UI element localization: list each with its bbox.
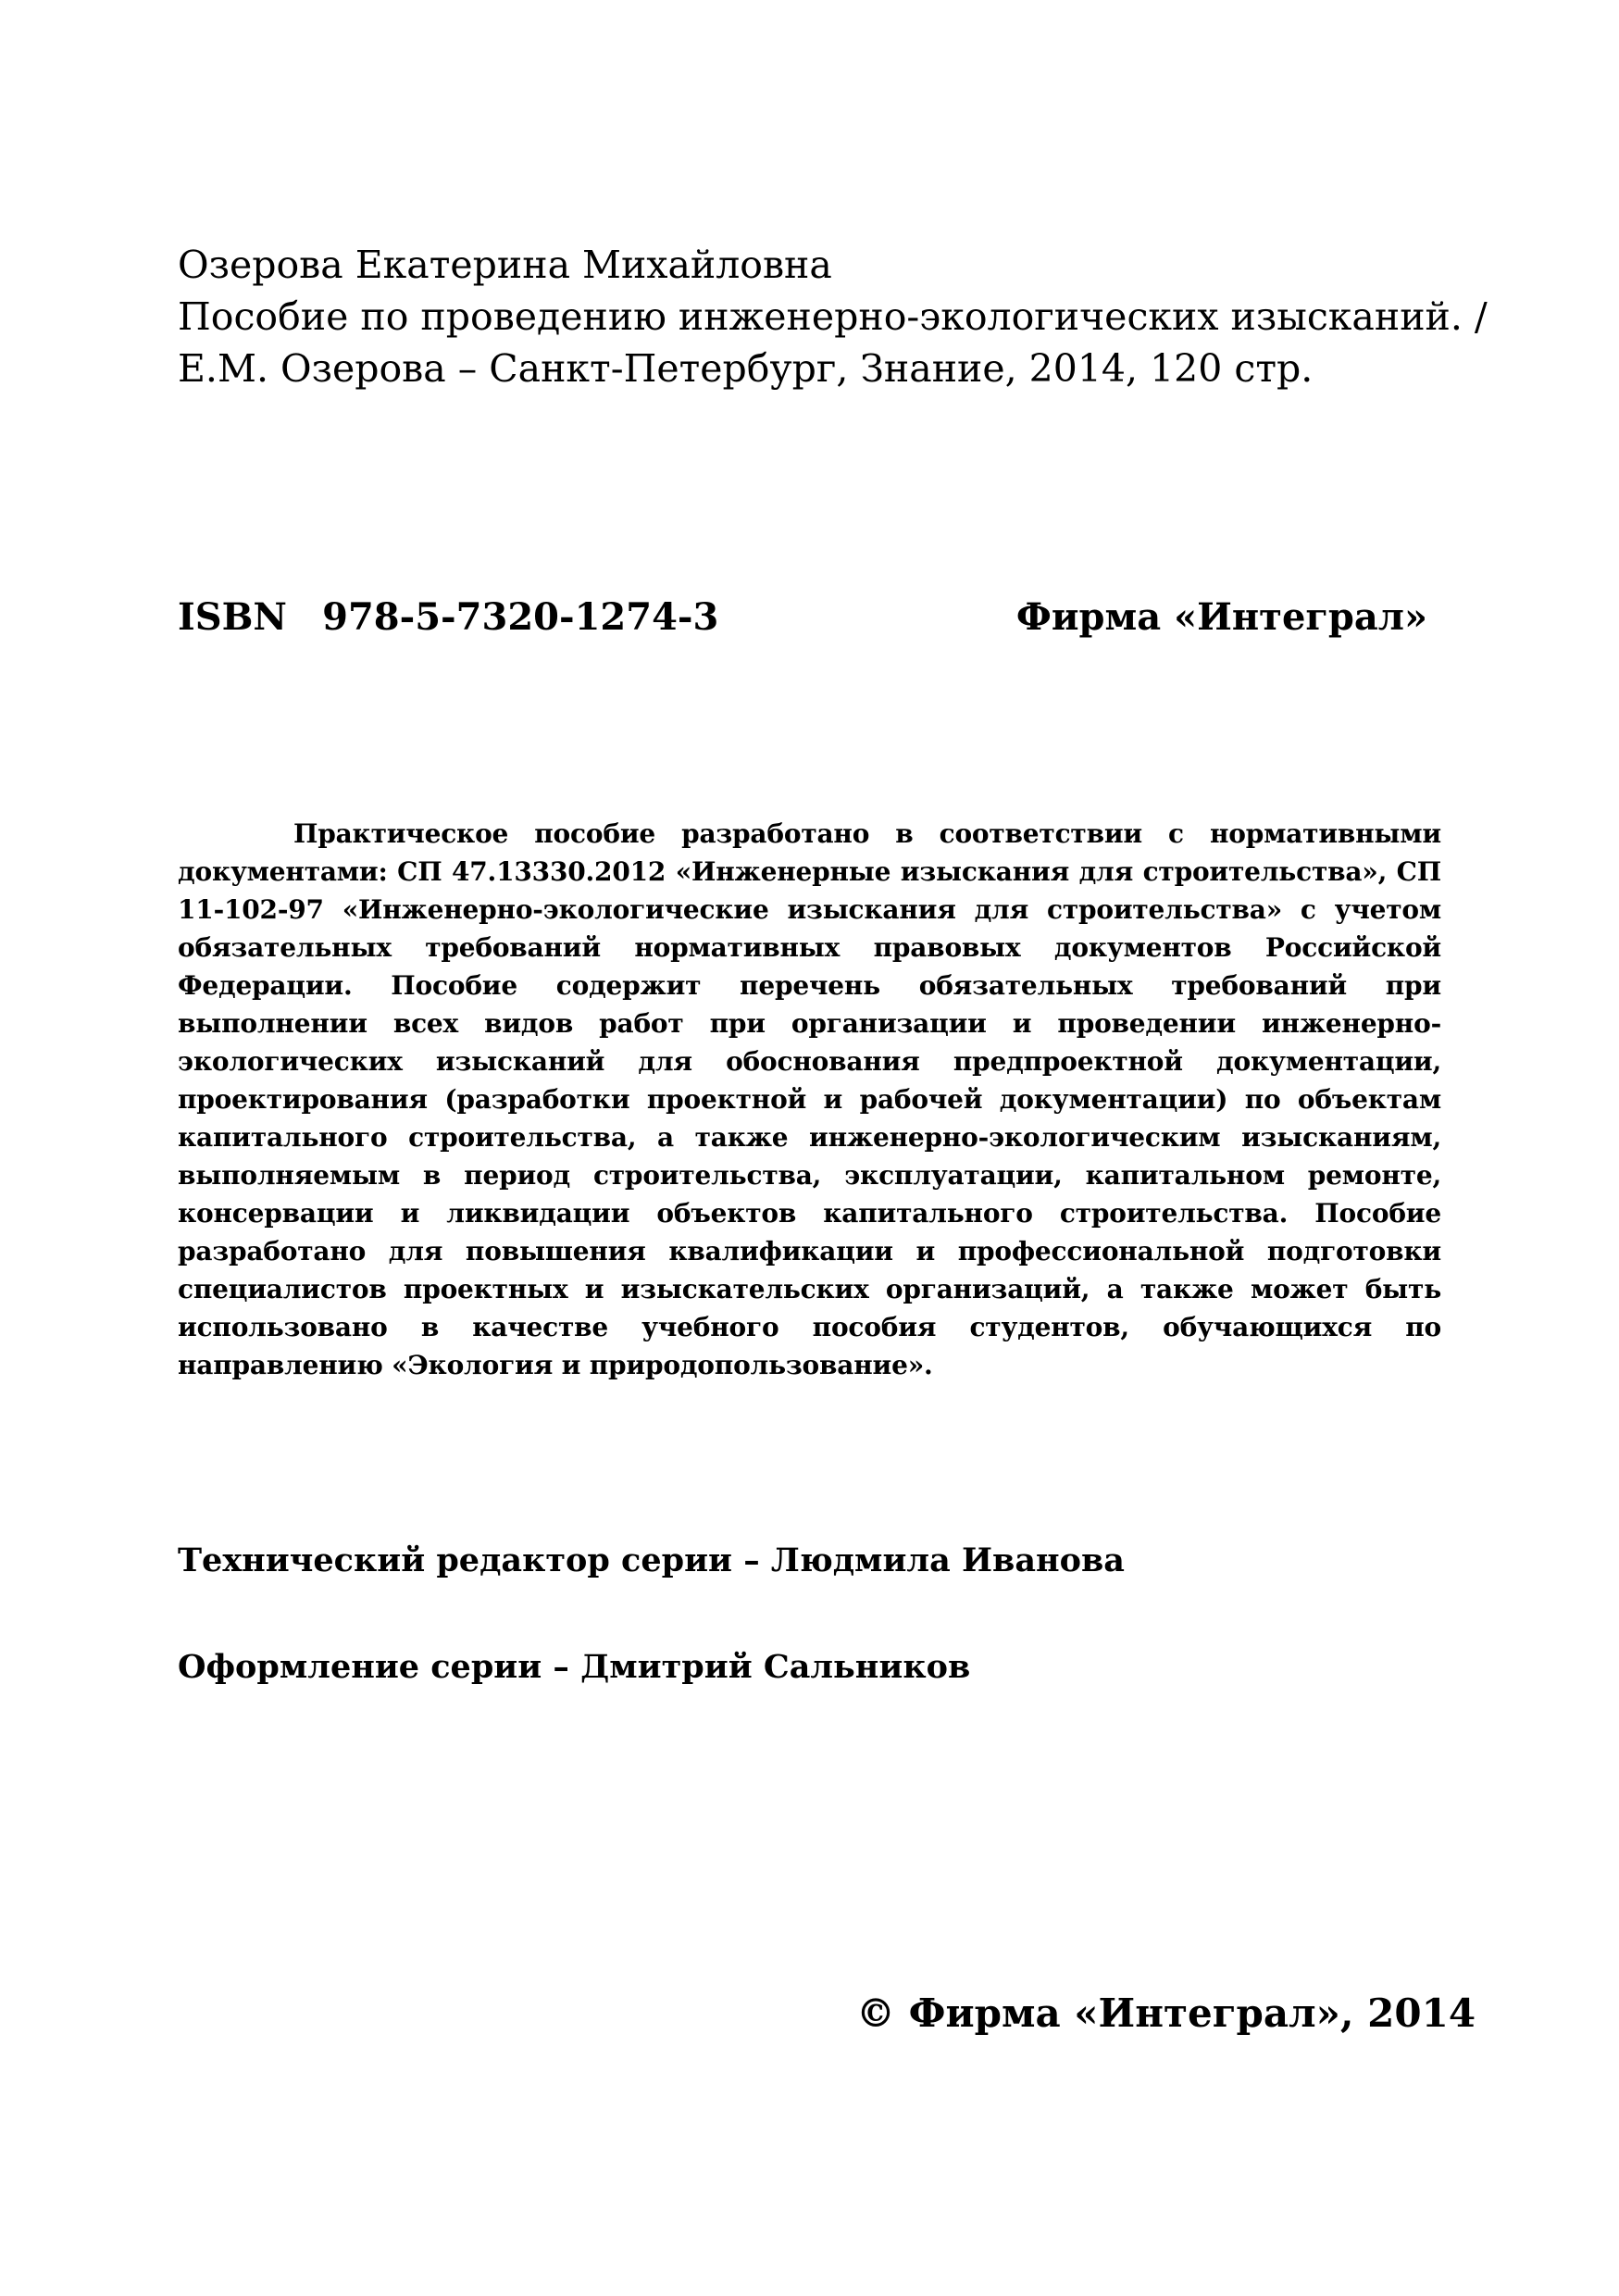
isbn-label: ISBN <box>178 595 287 639</box>
isbn-row <box>178 595 1427 639</box>
copyright-notice: © Фирма «Интеграл», 2014 <box>856 1990 1476 2036</box>
isbn-number: 978-5-7320-1274-3 <box>322 595 719 639</box>
abstract-paragraph: Практическое пособие разработано в соответствии с нормативными документами: СП 47.13330.2012 «Инженерные изыскания для строительства», СП 11-102-97 «Инженерно-экологические изыскания для строительства» с учетом обязательных требований нормативных правовых документов Российской Федерации. Пособие содержит перечень обязательных требований при выполнении всех видов работ при организации и проведении инженерно-экологических изысканий для обоснования предпроектной документации, проектирования (разработки проектной и рабочей документации) по объектам капитального строительства, а также инженерно-экологическим изысканиям, выполняемым в период строительства, эксплуатации, капитальном ремонте, консервации и ликвидации объектов капитального строительства. Пособие разработано для повышения квалификации и профессиональной подготовки специалистов проектных и изыскательских организаций, а также может быть использовано в качестве учебного пособия студентов, обучающихся по направлению «Экология и природопользование». <box>178 818 1441 1380</box>
book-title: Пособие по проведению инженерно-экологических изысканий. / <box>178 294 1488 339</box>
technical-editor-credit: Технический редактор серии – Людмила Иванова <box>178 1541 1125 1579</box>
bibliographic-entry <box>178 239 1488 394</box>
author-name: Озерова Екатерина Михайловна <box>178 243 832 287</box>
design-credit: Оформление серии – Дмитрий Сальников <box>178 1648 971 1686</box>
isbn <box>178 595 718 639</box>
publisher-name: Фирма «Интеграл» <box>1015 595 1427 639</box>
publication-info: Е.М. Озерова – Санкт-Петербург, Знание, 2014, 120 стр. <box>178 346 1314 391</box>
